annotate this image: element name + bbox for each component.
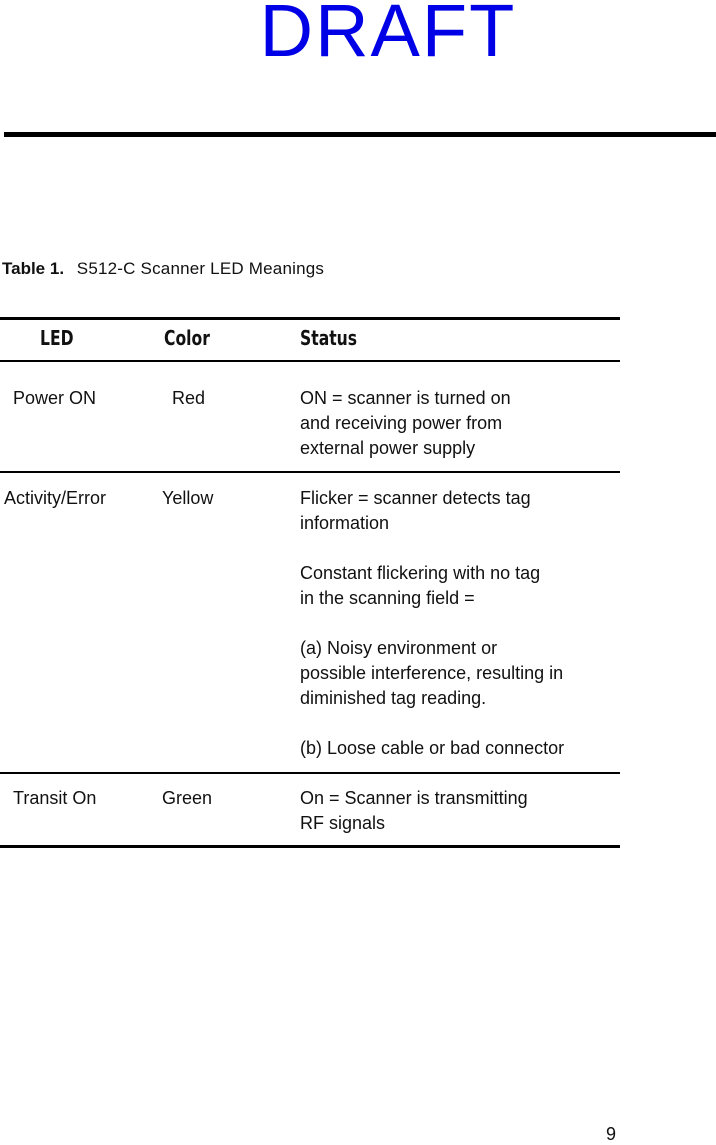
header-rule <box>4 132 716 137</box>
status-line <box>300 711 564 736</box>
status-line: external power supply <box>300 438 476 458</box>
row-power-led: Power ON <box>13 388 97 408</box>
header-color: Color <box>164 326 210 350</box>
status-line: On = Scanner is transmitting <box>300 788 528 808</box>
status-line <box>300 611 564 636</box>
header-led: LED <box>40 326 74 350</box>
row-transit-status <box>300 786 528 836</box>
status-line: Constant flickering with no tag <box>300 563 541 583</box>
page-number: 9 <box>606 1124 617 1144</box>
draft-watermark: DRAFT <box>259 0 517 72</box>
status-line: RF signals <box>300 813 386 833</box>
table-title: S512-C Scanner LED Meanings <box>76 259 325 278</box>
status-line <box>300 536 564 561</box>
header-bottom-rule <box>0 360 620 362</box>
table-bottom-rule <box>0 845 620 848</box>
status-line: (a) Noisy environment or <box>300 638 498 658</box>
status-line: possible interference, resulting in <box>300 663 564 683</box>
status-line: (b) Loose cable or bad connector <box>300 738 565 758</box>
row-power-status <box>300 386 511 461</box>
row-transit-color: Green <box>162 788 213 808</box>
status-line: ON = scanner is turned on <box>300 388 511 408</box>
table-caption <box>2 259 324 279</box>
status-line: Flicker = scanner detects tag <box>300 488 531 508</box>
table-top-rule <box>0 317 620 320</box>
row-activity-color: Yellow <box>162 488 214 508</box>
row-divider <box>0 471 620 473</box>
row-divider <box>0 772 620 774</box>
status-line: diminished tag reading. <box>300 688 487 708</box>
header-status: Status <box>300 326 358 350</box>
status-line: and receiving power from <box>300 413 503 433</box>
row-activity-led: Activity/Error <box>4 488 107 508</box>
table-number: Table 1. <box>2 259 65 278</box>
row-power-color: Red <box>172 388 206 408</box>
row-activity-status <box>300 486 564 761</box>
row-transit-led: Transit On <box>13 788 97 808</box>
status-line: in the scanning field = <box>300 588 475 608</box>
status-line: information <box>300 513 390 533</box>
